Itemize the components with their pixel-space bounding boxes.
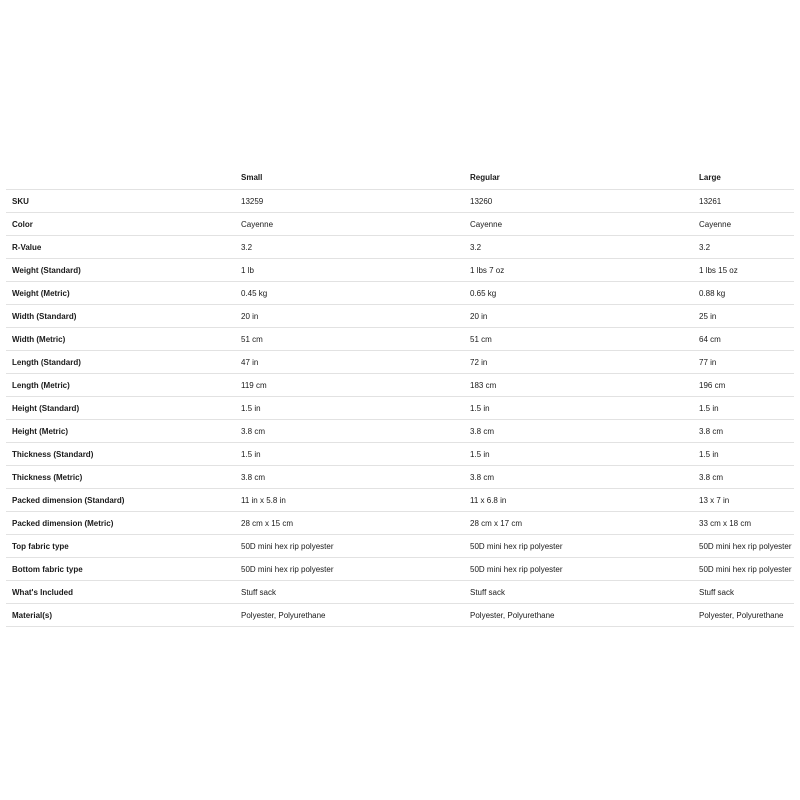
row-label: Color [6, 213, 235, 236]
cell-regular: 1.5 in [464, 443, 693, 466]
table-row [6, 259, 794, 282]
cell-small: Cayenne [235, 213, 464, 236]
cell-regular: 11 x 6.8 in [464, 489, 693, 512]
row-label: Width (Standard) [6, 305, 235, 328]
cell-small: 1 lb [235, 259, 464, 282]
cell-regular: Stuff sack [464, 581, 693, 604]
cell-regular: 13260 [464, 190, 693, 213]
cell-small: 11 in x 5.8 in [235, 489, 464, 512]
table-row [6, 420, 794, 443]
cell-regular: 183 cm [464, 374, 693, 397]
cell-small: Polyester, Polyurethane [235, 604, 464, 627]
header-cell-label [6, 166, 235, 190]
cell-small: 50D mini hex rip polyester [235, 535, 464, 558]
cell-large: 50D mini hex rip polyester [693, 535, 794, 558]
cell-large: 3.2 [693, 236, 794, 259]
cell-regular: 50D mini hex rip polyester [464, 535, 693, 558]
cell-regular: 3.2 [464, 236, 693, 259]
cell-regular: 51 cm [464, 328, 693, 351]
cell-large: Polyester, Polyurethane [693, 604, 794, 627]
cell-regular: 1 lbs 7 oz [464, 259, 693, 282]
cell-small: 3.2 [235, 236, 464, 259]
cell-large: 3.8 cm [693, 466, 794, 489]
spec-table-header [6, 166, 794, 190]
row-label: Height (Metric) [6, 420, 235, 443]
cell-large: 77 in [693, 351, 794, 374]
table-row [6, 581, 794, 604]
spec-table-body [6, 190, 794, 627]
spec-table-container [6, 166, 794, 627]
cell-small: Stuff sack [235, 581, 464, 604]
table-row [6, 443, 794, 466]
cell-regular: 3.8 cm [464, 420, 693, 443]
cell-regular: 20 in [464, 305, 693, 328]
cell-small: 47 in [235, 351, 464, 374]
cell-small: 20 in [235, 305, 464, 328]
header-cell-small: Small [235, 166, 464, 190]
row-label: Packed dimension (Metric) [6, 512, 235, 535]
cell-regular: 50D mini hex rip polyester [464, 558, 693, 581]
row-label: Weight (Metric) [6, 282, 235, 305]
table-row [6, 489, 794, 512]
cell-large: 1.5 in [693, 397, 794, 420]
row-label: What's Included [6, 581, 235, 604]
table-row [6, 213, 794, 236]
table-row [6, 305, 794, 328]
cell-large: 13261 [693, 190, 794, 213]
cell-regular: 1.5 in [464, 397, 693, 420]
row-label: R-Value [6, 236, 235, 259]
cell-large: 196 cm [693, 374, 794, 397]
row-label: SKU [6, 190, 235, 213]
cell-large: 0.88 kg [693, 282, 794, 305]
cell-small: 0.45 kg [235, 282, 464, 305]
table-row [6, 351, 794, 374]
table-row [6, 328, 794, 351]
cell-small: 3.8 cm [235, 466, 464, 489]
cell-small: 50D mini hex rip polyester [235, 558, 464, 581]
row-label: Length (Metric) [6, 374, 235, 397]
cell-regular: 0.65 kg [464, 282, 693, 305]
row-label: Thickness (Metric) [6, 466, 235, 489]
cell-regular: Cayenne [464, 213, 693, 236]
cell-large: 3.8 cm [693, 420, 794, 443]
cell-regular: 28 cm x 17 cm [464, 512, 693, 535]
row-label: Length (Standard) [6, 351, 235, 374]
cell-small: 1.5 in [235, 397, 464, 420]
header-row [6, 166, 794, 190]
row-label: Height (Standard) [6, 397, 235, 420]
cell-large: 64 cm [693, 328, 794, 351]
cell-large: 25 in [693, 305, 794, 328]
row-label: Weight (Standard) [6, 259, 235, 282]
row-label: Packed dimension (Standard) [6, 489, 235, 512]
cell-large: 50D mini hex rip polyester [693, 558, 794, 581]
row-label: Bottom fabric type [6, 558, 235, 581]
cell-large: Cayenne [693, 213, 794, 236]
cell-small: 13259 [235, 190, 464, 213]
table-row [6, 466, 794, 489]
cell-small: 28 cm x 15 cm [235, 512, 464, 535]
cell-small: 51 cm [235, 328, 464, 351]
cell-small: 119 cm [235, 374, 464, 397]
table-row [6, 397, 794, 420]
table-row [6, 236, 794, 259]
cell-large: 1.5 in [693, 443, 794, 466]
row-label: Width (Metric) [6, 328, 235, 351]
table-row [6, 512, 794, 535]
cell-regular: 72 in [464, 351, 693, 374]
table-row [6, 282, 794, 305]
table-row [6, 558, 794, 581]
cell-large: 33 cm x 18 cm [693, 512, 794, 535]
cell-large: Stuff sack [693, 581, 794, 604]
row-label: Material(s) [6, 604, 235, 627]
table-row [6, 604, 794, 627]
table-row [6, 374, 794, 397]
cell-regular: 3.8 cm [464, 466, 693, 489]
cell-regular: Polyester, Polyurethane [464, 604, 693, 627]
cell-large: 1 lbs 15 oz [693, 259, 794, 282]
header-cell-regular: Regular [464, 166, 693, 190]
row-label: Thickness (Standard) [6, 443, 235, 466]
row-label: Top fabric type [6, 535, 235, 558]
cell-small: 3.8 cm [235, 420, 464, 443]
table-row [6, 535, 794, 558]
cell-large: 13 x 7 in [693, 489, 794, 512]
cell-small: 1.5 in [235, 443, 464, 466]
header-cell-large: Large [693, 166, 794, 190]
table-row [6, 190, 794, 213]
spec-table [6, 166, 794, 627]
